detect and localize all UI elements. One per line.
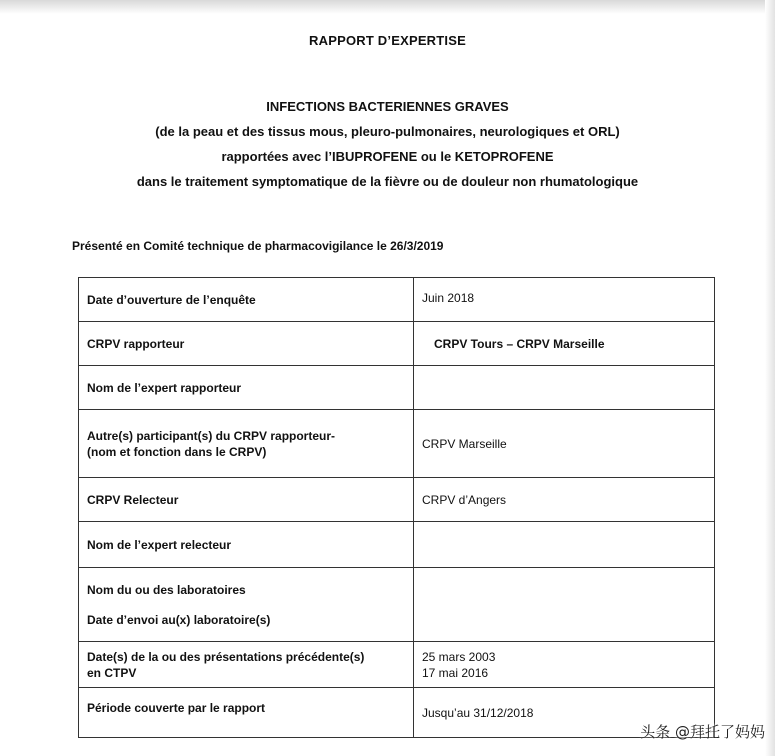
table-row	[79, 322, 715, 366]
row-value-line: 25 mars 2003	[422, 649, 496, 664]
row-value-line: 17 mai 2016	[422, 665, 489, 680]
report-info-table	[78, 277, 715, 738]
row-value: CRPV d’Angers	[414, 478, 715, 522]
row-value: Juin 2018	[414, 278, 715, 322]
document-title: RAPPORT D’EXPERTISE	[309, 33, 466, 48]
row-label: CRPV rapporteur	[79, 322, 414, 366]
row-label-line: Date d’envoi au(x) laboratoire(s)	[87, 612, 271, 627]
row-value: Jusqu’au 31/12/2018	[414, 688, 715, 738]
presented-statement: Présenté en Comité technique de pharmacovigilance le 26/3/2019	[72, 239, 444, 253]
row-label: Période couverte par le rapport	[79, 688, 414, 738]
row-label: Nom de l’expert relecteur	[79, 522, 414, 568]
row-value-cell	[414, 642, 715, 688]
row-value: CRPV Tours – CRPV Marseille	[434, 336, 605, 351]
row-label-line: Date(s) de la ou des présentations précédente(s)	[87, 649, 365, 664]
row-value	[414, 522, 715, 568]
row-label-line: (nom et fonction dans le CRPV)	[87, 444, 267, 459]
table-row	[79, 688, 715, 738]
table-row	[79, 366, 715, 410]
row-value	[414, 366, 715, 410]
table-row	[79, 410, 715, 478]
heading-line-2: (de la peau et des tissus mous, pleuro-pulmonaires, neurologiques et ORL)	[155, 124, 620, 139]
heading-line-1: INFECTIONS BACTERIENNES GRAVES	[266, 99, 509, 114]
table-row	[79, 278, 715, 322]
row-value	[414, 568, 715, 642]
table-row	[79, 642, 715, 688]
row-label-line: Autre(s) participant(s) du CRPV rapporteur-	[87, 428, 336, 443]
row-label-line: en CTPV	[87, 665, 137, 680]
table-row	[79, 522, 715, 568]
row-label-cell	[79, 642, 414, 688]
heading-line-3: rapportées avec l’IBUPROFENE ou le KETOPROFENE	[221, 149, 554, 164]
page-shadow-top	[0, 0, 775, 14]
report-heading	[0, 94, 775, 194]
heading-line-4: dans le traitement symptomatique de la fièvre ou de douleur non rhumatologique	[136, 174, 639, 189]
row-label-line: Nom du ou des laboratoires	[87, 582, 246, 597]
table-row	[79, 478, 715, 522]
row-label-cell	[79, 568, 414, 642]
row-label: CRPV Relecteur	[79, 478, 414, 522]
table-row	[79, 568, 715, 642]
row-value: CRPV Marseille	[414, 410, 715, 478]
row-label: Date d’ouverture de l’enquête	[79, 278, 414, 322]
row-label-cell	[79, 410, 414, 478]
watermark-text: 头条 @拜托了妈妈	[640, 723, 765, 741]
row-value-cell	[414, 322, 715, 366]
row-label: Nom de l’expert rapporteur	[79, 366, 414, 410]
